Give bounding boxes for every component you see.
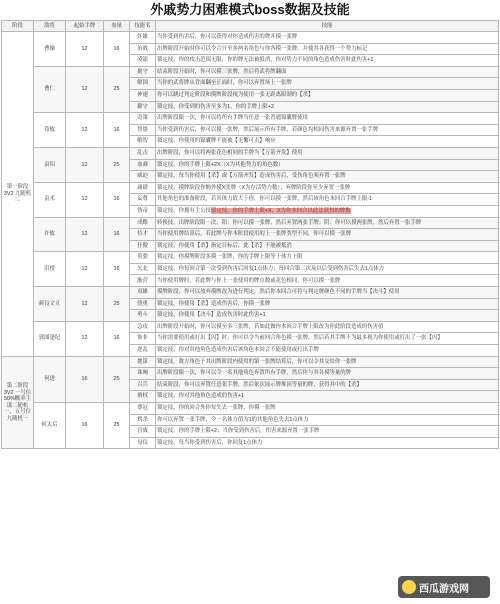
stage-cell: 第一阶段 3V2 九随机二: [2, 32, 34, 357]
table-row: [2, 252, 499, 264]
skill-name: 双雄: [130, 287, 156, 299]
hand-count: 12: [66, 147, 104, 182]
skill-description: [156, 403, 499, 415]
skill-description: [156, 147, 499, 159]
skill-description: [156, 379, 499, 391]
skill-text: 锁定技，摸牌阶段你额外摸X张牌（X为存活势力数）；弃牌阶段你至少弃置一张牌: [157, 184, 351, 191]
skill-name: 神速: [130, 89, 156, 101]
skill-description: [156, 263, 499, 275]
header-hp: 血量: [104, 21, 130, 32]
skill-name: 勇斗: [130, 310, 156, 322]
header-skill-desc: 技能: [156, 21, 499, 32]
skill-text: 结束阶段开始时，你可以摸三张牌，然后将武将牌翻面: [157, 68, 287, 75]
skill-name: 略智: [130, 136, 156, 148]
general-name: 郭图逢纪: [34, 321, 66, 356]
skill-name: 渐营: [130, 275, 156, 287]
skill-description: [156, 113, 499, 125]
header-skill-name: 技能名: [130, 21, 156, 32]
skill-text: 锁定技，每当你受到伤害后，你回复1点体力: [157, 439, 263, 446]
skill-name: 威迫: [130, 171, 156, 183]
table-row: [2, 287, 499, 299]
page-title: 外戚势力困难模式boss数据及技能: [150, 2, 350, 17]
skill-text: 锁定技，你对其他角色造成的伤害+1: [157, 393, 245, 400]
skill-text: 你可以跳过判定阶段和摸牌阶段视为使用一张无距离限制的【杀】: [157, 92, 314, 99]
general-name: 许攸: [34, 217, 66, 252]
skill-text: 出牌阶段，你可以将两张花色相同的手牌当【万箭齐发】使用: [157, 149, 303, 156]
skill-text: 出牌阶段开始时你可以令合计至多两名角色与你各摸一张牌，并使其各获得一个势力标记: [157, 45, 368, 52]
skill-description: [156, 101, 499, 113]
skill-text: 当你的武将牌从背面翻至正面时，你可以弃置场上一张牌: [157, 80, 292, 87]
hand-count: 12: [66, 32, 104, 67]
hp-value: 16: [104, 252, 130, 287]
skill-name: 英姿: [130, 252, 156, 264]
hp-value: 25: [104, 147, 130, 182]
skill-text: 锁定技，你使用的锦囊牌不能被【无懈可击】响应: [157, 138, 276, 145]
skill-text: 锁定技，你的手牌上限+2；当你受到伤害后，伤害来源弃置一张手牌: [157, 428, 320, 435]
skill-description: [156, 252, 499, 264]
skill-text: 锁定技，每当你使用【杀】或【万箭齐发】造成伤害后，受伤角色须弃置一张牌: [157, 173, 346, 180]
skill-name: 治战: [130, 43, 156, 55]
skill-text: 当你需要使用或打出【闪】时，你可以令当前回合角色摸一张牌，然后若其手牌不为最多视为你使用或打出了一张【闪】: [157, 335, 443, 342]
skill-name: 庸肆: [130, 182, 156, 194]
skill-text: 出牌阶段限一次，你可以将所有手牌当任意一张普通锦囊牌使用: [157, 115, 308, 122]
skill-text: 锁定技，你的手牌上限+2X（X为其他势力的角色数）: [157, 161, 284, 168]
skill-name: 挑谋: [130, 356, 156, 368]
skill-name: 妄尊: [130, 194, 156, 206]
skill-text: 当你使用牌结算后，若此牌与你本阶段使用的上一张牌类型不同，你可以摸一张牌: [157, 231, 352, 238]
table-row: [2, 147, 499, 159]
hp-value: 16: [104, 113, 130, 148]
skill-name: 矢北: [130, 263, 156, 275]
skill-text: 锁定技，敌方角色于其出牌阶段内使用的第一张牌结算后，你可以令其交给你一张牌: [157, 358, 357, 365]
skill-text: 出牌阶段限一次，你可以令一名其他角色弃置所有手牌，然后你与其各摸等量的牌: [157, 370, 352, 377]
skill-description: [156, 345, 499, 357]
skill-description: [156, 55, 499, 67]
skill-text: 锁定技，你使用【杀】造成伤害后，你摸一张牌: [157, 300, 271, 307]
skill-description: [156, 205, 499, 217]
skill-text: 出牌阶段开始时，你可以摸至多三张牌，若如此做你本回合手牌上限改为你此阶段造成的伤害值: [157, 323, 384, 330]
skill-description: [156, 89, 499, 101]
skill-text: 你可以弃置一张手牌，令一名体力值为1的其他角色失去1点体力: [157, 416, 309, 423]
hand-count: 12: [66, 217, 104, 252]
skill-text: 锁定技，你对其他角色造成伤害后该角色本回合不能使用或打出手牌: [157, 347, 319, 354]
hand-count: 12: [66, 66, 104, 112]
table-row: [2, 182, 499, 194]
skill-name: 狂傲: [130, 240, 156, 252]
hp-value: 25: [104, 356, 130, 402]
skill-text: 当你使用牌时，若此牌与你上一张使用的牌点数或花色相同，你可以摸一张牌: [157, 277, 341, 284]
skill-description: [156, 171, 499, 183]
skill-text: 锁定技，你的回合外你每失去一张牌，你摸一张牌: [157, 405, 276, 412]
skill-description: [156, 217, 499, 229]
general-name: 曹仁: [34, 66, 66, 112]
hand-count: 16: [66, 356, 104, 402]
skill-text: 当你受到伤害后，你可以获得对你造成伤害的牌并摸一张牌: [157, 34, 298, 41]
hp-value: 16: [104, 182, 130, 217]
skill-text: 锁定技，你的攻击范围无限，你的牌无法被抵消，你对势力不同的角色造成伤害时此伤害+1: [157, 57, 374, 64]
table-row: [2, 66, 499, 78]
skill-name: 母仪: [130, 437, 156, 449]
skill-description: [156, 275, 499, 287]
skill-description: [156, 43, 499, 55]
general-name: 袁绍: [34, 147, 66, 182]
skill-name: 骁勇: [130, 298, 156, 310]
hp-value: 16: [104, 321, 130, 356]
skill-description: [156, 368, 499, 380]
hand-count: 12: [66, 321, 104, 356]
skill-name: 乱击: [130, 147, 156, 159]
skill-text: 转换技，出牌阶段限一次，阳：你可以摸一张牌，然后弃置两张手牌；阴：你可以摸两张牌，然后弃置一张手牌: [157, 219, 422, 226]
skill-name: 诛阉: [130, 368, 156, 380]
skill-name: 据守: [130, 66, 156, 78]
header-hand: 起始手牌: [66, 21, 104, 32]
skill-description: [156, 414, 499, 426]
skill-description: [156, 391, 499, 403]
skill-description: [156, 298, 499, 310]
skill-description: [156, 66, 499, 78]
hand-count: 12: [66, 287, 104, 322]
general-name: 荀攸: [34, 113, 66, 148]
skill-description: [156, 194, 499, 206]
skill-name: 逆乱: [130, 345, 156, 357]
general-name: 何太后: [34, 403, 66, 449]
skill-description: [156, 356, 499, 368]
skill-name: 擅权: [130, 391, 156, 403]
skill-name: 饰非: [130, 333, 156, 345]
skill-description: [156, 333, 499, 345]
general-name: 袁术: [34, 182, 66, 217]
skill-name: 尊冠: [130, 403, 156, 415]
skill-description: [156, 182, 499, 194]
skill-text: 锁定技，你摸牌阶段多摸一张牌，你的手牌上限等于体力上限: [157, 254, 303, 261]
hp-value: 25: [104, 403, 130, 449]
skill-description: [156, 426, 499, 438]
skill-description: [156, 229, 499, 241]
skill-description: [156, 287, 499, 299]
general-name: 曹操: [34, 32, 66, 67]
skill-name: 成略: [130, 217, 156, 229]
watermark-text: 西瓜游戏网: [419, 583, 469, 595]
table-row: [2, 321, 499, 333]
skill-name: 伪帝: [130, 205, 156, 217]
skill-description: [156, 437, 499, 449]
skill-name: 智愚: [130, 124, 156, 136]
general-name: 沮授: [34, 252, 66, 287]
hp-value: 16: [104, 32, 130, 67]
header-stage: 阶段: [2, 21, 34, 32]
skill-text: 锁定技，你受到的伤害至多为1，你的手牌上限+2: [157, 103, 274, 110]
hp-value: 25: [104, 66, 130, 112]
table-body: [2, 32, 499, 449]
boss-table: [1, 20, 499, 449]
skill-description: [156, 136, 499, 148]
general-name: 颜良文丑: [34, 287, 66, 322]
watermark: [398, 576, 490, 598]
skill-text: 锁定技，你拥有主公技: [157, 207, 211, 214]
skill-name: 凌霜: [130, 55, 156, 67]
skill-text: 其他角色的准备阶段，若其体力值大于你，你可以摸一张牌，然后该角色本回合手牌上限-1: [157, 196, 373, 203]
skill-description: [156, 78, 499, 90]
watermark-logo-icon: [402, 580, 416, 594]
table-row: [2, 217, 499, 229]
skill-name: 宫威: [130, 426, 156, 438]
hand-count: 12: [66, 182, 104, 217]
hand-count: 12: [66, 113, 104, 148]
table-row: [2, 113, 499, 125]
skill-text: 锁定技，你每回合第一次受到伤害后回复1点体力；每回合第二次及以后受到伤害后失去1点体力: [157, 265, 385, 272]
stage-cell: 第二阶段 3V2 一号位50%概率主谋二随机一，五号位九随机一: [2, 356, 34, 449]
table-row: [2, 32, 499, 44]
skill-name: 急攻: [130, 321, 156, 333]
skill-text: 结束阶段，你可以弃置任意张手牌，然后依次展示牌堆顶等量的牌，获得其中的【杀】: [157, 381, 362, 388]
skill-name: 奸雄: [130, 32, 156, 44]
table-row: [2, 403, 499, 415]
skill-description: [156, 240, 499, 252]
skill-description: [156, 159, 499, 171]
skill-name: 解围: [130, 78, 156, 90]
skill-text: 锁定技，你使用【决斗】造成伤害时此伤害+1: [157, 312, 266, 319]
skill-description: [156, 310, 499, 322]
header-general: 敌将: [34, 21, 66, 32]
skill-text: 摸牌阶段，你可以放弃摸牌改为进行判定，然后你本回合可将与判定牌颜色不同的手牌当【决斗】使用: [157, 289, 400, 296]
skill-name: 奇策: [130, 113, 156, 125]
skill-text: 锁定技，你使用【杀】指定目标后，此【杀】不能被抵消: [157, 242, 292, 249]
skill-name: 御守: [130, 101, 156, 113]
hp-value: 16: [104, 217, 130, 252]
table-row: [2, 356, 499, 368]
skill-description: [156, 32, 499, 44]
skill-name: 血裔: [130, 159, 156, 171]
hp-value: 25: [104, 287, 130, 322]
hand-count: 16: [66, 403, 104, 449]
skill-highlight: 锁定技，你的手牌上限+X，X为你本回合以此法获得的牌数: [210, 207, 351, 214]
hand-count: 12: [66, 252, 104, 287]
skill-name: 鸩杀: [130, 414, 156, 426]
skill-text: 当你受到伤害后，你可以摸一张牌，然后展示所有手牌，若颜色均相同伤害来源弃置一张手牌: [157, 126, 379, 133]
general-name: 何进: [34, 356, 66, 402]
skill-name: 召兵: [130, 379, 156, 391]
skill-description: [156, 321, 499, 333]
skill-name: 恃才: [130, 229, 156, 241]
skill-description: [156, 124, 499, 136]
table-header-row: [2, 21, 499, 32]
